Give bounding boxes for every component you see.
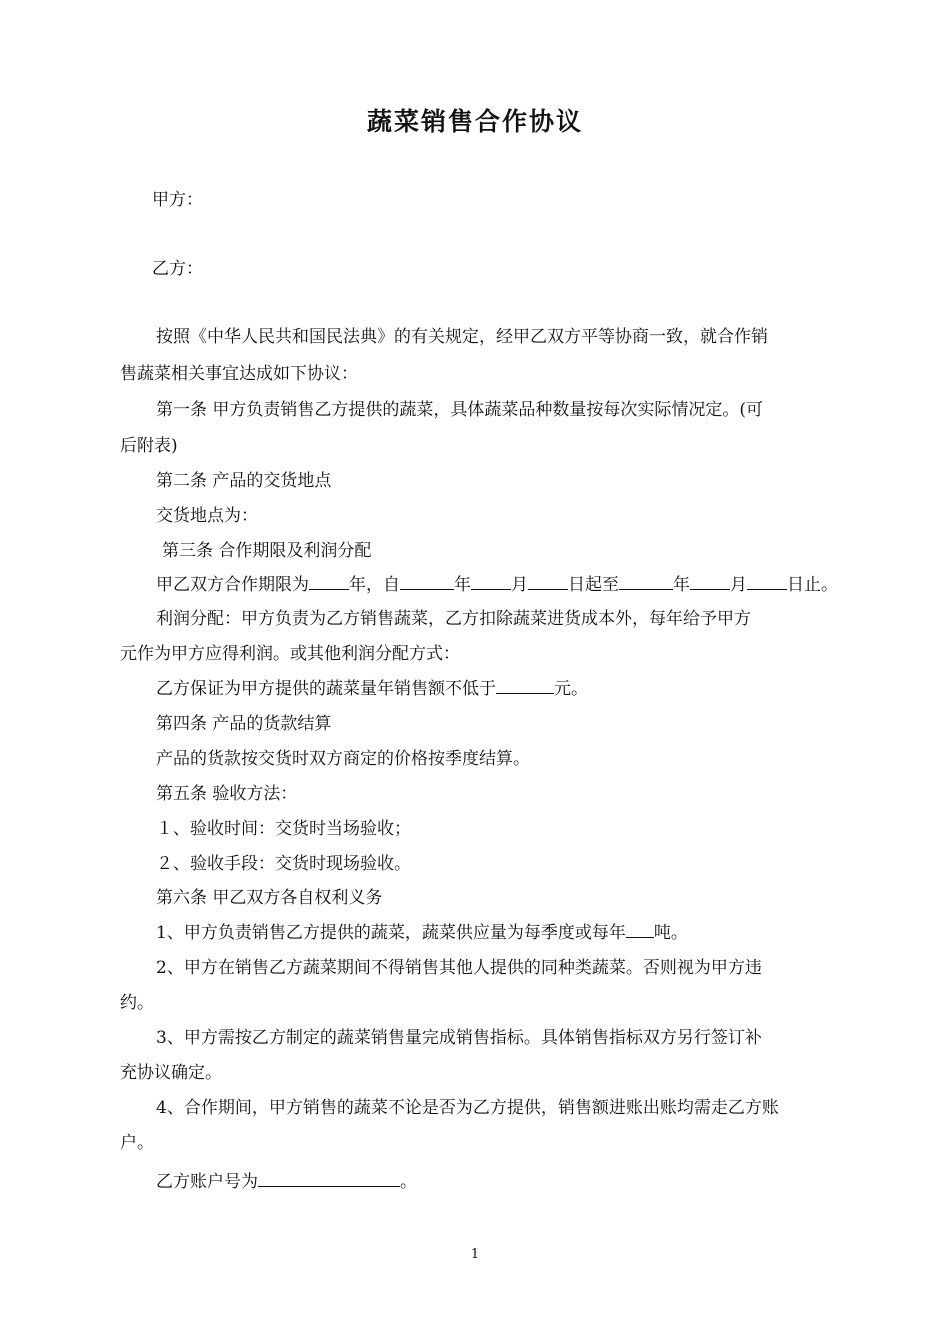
intro-line-2: 售蔬菜相关事宜达成如下协议： [120, 364, 358, 384]
article-1-line-2: 后附表) [120, 436, 178, 456]
start-year-blank[interactable] [400, 571, 454, 590]
account-text-b: 。 [400, 1172, 417, 1192]
supply-tons-blank[interactable] [626, 919, 654, 938]
term-text-e: 日起至 [568, 575, 619, 595]
intro-line-1: 按照《中华人民共和国民法典》的有关规定，经甲乙双方平等协商一致，就合作销 [156, 327, 768, 347]
article-6-item-4-line-2: 户。 [120, 1133, 154, 1153]
end-day-blank[interactable] [747, 571, 787, 590]
account-number-blank[interactable] [258, 1168, 400, 1187]
start-day-blank[interactable] [528, 571, 568, 590]
article-3-heading: 第三条 合作期限及利润分配 [162, 541, 372, 561]
article-1-line-1: 第一条 甲方负责销售乙方提供的蔬菜，具体蔬菜品种数量按每次实际情况定。(可 [156, 400, 764, 420]
article-6-item-3-line-1: 3、甲方需按乙方制定的蔬菜销售量完成销售指标。具体销售指标双方另行签订补 [156, 1028, 762, 1048]
article-4-body: 产品的货款按交货时双方商定的价格按季度结算。 [156, 749, 530, 769]
article-3-profit-line-1: 利润分配：甲方负责为乙方销售蔬菜，乙方扣除蔬菜进货成本外，每年给予甲方 [156, 609, 751, 629]
guarantee-text-a: 乙方保证为甲方提供的蔬菜量年销售额不低于 [156, 679, 496, 699]
term-text-a: 甲乙双方合作期限为 [156, 575, 309, 595]
article-3-term-line [156, 571, 950, 599]
account-number-line [156, 1168, 950, 1196]
page-number: 1 [470, 1247, 480, 1262]
article-3-guarantee-line [156, 675, 950, 703]
term-text-d: 月 [511, 575, 528, 595]
article-5-item-1: １、验收时间：交货时当场验收； [156, 819, 411, 839]
document-title: 蔬菜销售合作协议 [366, 107, 583, 136]
article-6-item-4-line-1: 4、合作期间，甲方销售的蔬菜不论是否为乙方提供，销售额进账出账均需走乙方账 [156, 1098, 779, 1118]
article-6-item-2-line-2: 约。 [120, 993, 154, 1013]
article-5-heading: 第五条 验收方法： [156, 784, 298, 804]
article-3-profit-line-2: 元作为甲方应得利润。或其他利润分配方式： [120, 644, 460, 664]
article-5-item-2: ２、验收手段：交货时现场验收。 [156, 854, 411, 874]
term-text-b: 年，自 [349, 575, 400, 595]
term-text-h: 日止。 [787, 575, 838, 595]
guarantee-text-b: 元。 [554, 679, 588, 699]
end-year-blank[interactable] [619, 571, 673, 590]
article-6-item-1 [156, 919, 950, 947]
article-6-item-3-line-2: 充协议确定。 [120, 1063, 222, 1083]
start-month-blank[interactable] [471, 571, 511, 590]
article-2-heading: 第二条 产品的交货地点 [156, 471, 332, 491]
term-text-f: 年 [673, 575, 690, 595]
party-b-label: 乙方： [152, 259, 203, 279]
item-1-text-b: 吨。 [653, 923, 688, 943]
term-text-c: 年 [454, 575, 471, 595]
item-1-text-a: 1、甲方负责销售乙方提供的蔬菜，蔬菜供应量为每季度或每年 [156, 923, 626, 943]
article-2-body: 交货地点为： [156, 506, 258, 526]
term-years-blank[interactable] [309, 571, 349, 590]
account-text-a: 乙方账户号为 [156, 1172, 258, 1192]
party-a-label: 甲方： [152, 190, 203, 210]
article-4-heading: 第四条 产品的货款结算 [156, 714, 332, 734]
article-6-item-2-line-1: 2、甲方在销售乙方蔬菜期间不得销售其他人提供的同种类蔬菜。否则视为甲方违 [156, 958, 762, 978]
term-text-g: 月 [730, 575, 747, 595]
sales-amount-blank[interactable] [496, 675, 554, 694]
article-6-heading: 第六条 甲乙双方各自权利义务 [156, 888, 383, 908]
end-month-blank[interactable] [690, 571, 730, 590]
